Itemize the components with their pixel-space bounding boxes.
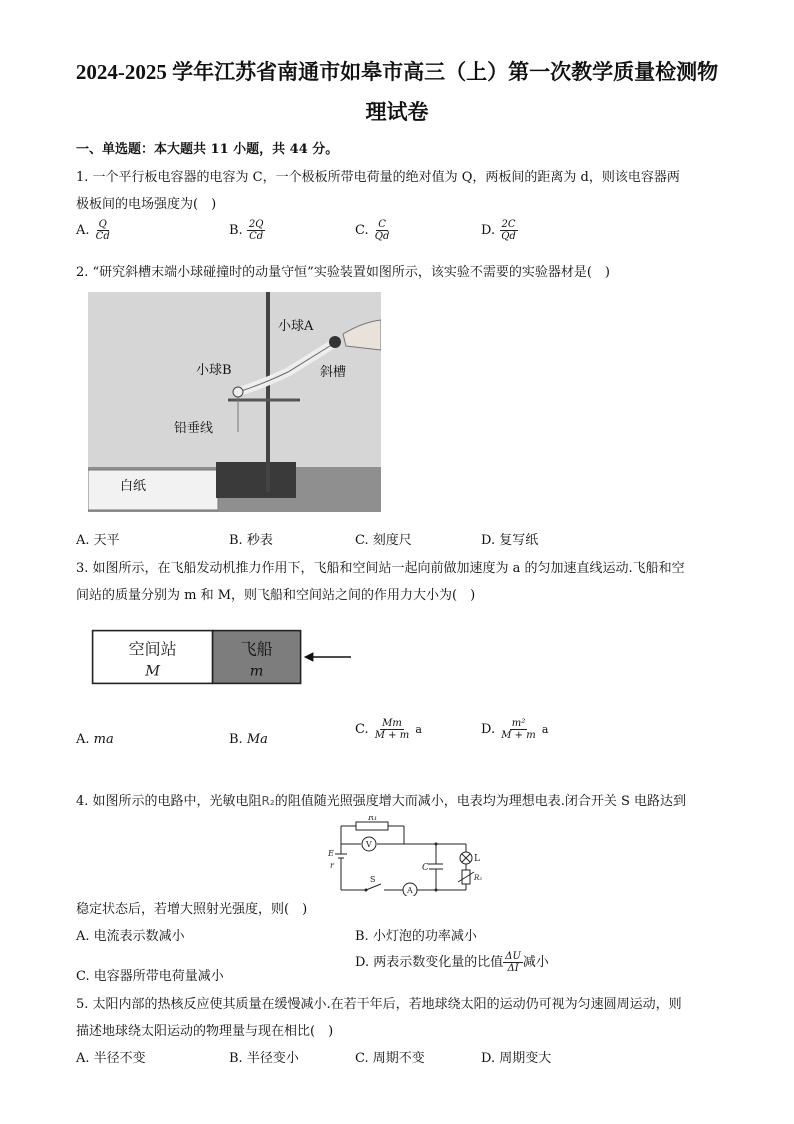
option-suffix: a (541, 723, 549, 736)
q5-stem-line1: 5. 太阳内部的热核反应使其质量在缓慢减小.在若干年后，若地球绕太阳的运动仍可视为匀速圆周运动，则 (76, 997, 682, 1012)
q1-option-a[interactable] (76, 219, 112, 242)
q4-stem-text-b: 的阻值随光照强度增大而减小，电表均为理想电表.闭合开关 S 电路达到 (274, 794, 687, 809)
denominator: M + m (374, 730, 410, 741)
label-ammeter: A (407, 886, 413, 895)
option-label: B. (229, 732, 243, 747)
spacecraft-diagram (91, 623, 355, 691)
label-emf: E (328, 849, 334, 858)
denominator: Qd (374, 231, 390, 242)
q2-option-b[interactable]: B. 秒表 (229, 533, 273, 548)
circuit-diagram (326, 816, 496, 896)
q2-stem-line1: 2. “研究斜槽末端小球碰撞时的动量守恒”实验装置如图所示，该实验不需要的实验器材是( ) (76, 265, 610, 280)
label-capacitor: C (422, 863, 429, 873)
q1-stem-line2: 极板间的电场强度为( ) (76, 197, 217, 212)
q3-stem-line2: 间站的质量分别为 m 和 M，则飞船和空间站之间的作用力大小为( ) (76, 588, 476, 603)
q4-option-a[interactable]: A. 电流表示数减小 (76, 929, 185, 944)
fraction (499, 219, 518, 242)
q4-stem-line1 (76, 790, 686, 809)
q4-stem-text-a: 4. 如图所示的电路中，光敏电阻 (76, 794, 262, 809)
label-switch: S (370, 875, 376, 884)
option-label: A. (76, 732, 90, 747)
exam-title-line1: 2024-2025 学年江苏省南通市如皋市高三（上）第一次教学质量检测物 (75, 60, 719, 84)
label-internal-resistance: r (330, 861, 334, 870)
q5-option-a[interactable]: A. 半径不变 (76, 1051, 146, 1066)
option-label: B. (229, 223, 243, 238)
label-space-station: 空间站 (128, 639, 177, 659)
q1-stem-line1: 1. 一个平行板电容器的电容为 C，一个极板所带电荷量的绝对值为 Q，两板间的距离为 d，则该电容器两 (76, 170, 680, 185)
option-text: Ma (246, 732, 268, 747)
label-spaceship: 飞船 (240, 639, 273, 659)
q4-stem-r2: R₂ (261, 794, 275, 808)
q4-option-c[interactable]: C. 电容器所带电荷量减小 (76, 969, 224, 984)
option-suffix: a (415, 723, 422, 736)
denominator: Qd (501, 231, 516, 242)
label-ball-b: 小球B (196, 363, 232, 378)
collision-experiment-photo (88, 292, 381, 512)
q5-option-c[interactable]: C. 周期不变 (355, 1051, 425, 1066)
q4-option-b[interactable]: B. 小灯泡的功率减小 (355, 929, 477, 944)
label-lamp: L (474, 854, 480, 864)
q5-option-b[interactable]: B. 半径变小 (229, 1051, 299, 1066)
fraction (373, 718, 411, 741)
label-ship-mass: m (249, 663, 264, 680)
exam-title-line2: 理试卷 (365, 100, 429, 124)
q2-option-a[interactable]: A. 天平 (76, 533, 120, 548)
option-text: D. 两表示数变化量的比值 (355, 955, 504, 970)
option-label: C. (355, 722, 369, 737)
label-ball-a: 小球A (278, 319, 314, 334)
q5-stem-line2: 描述地球绕太阳运动的物理量与现在相比( ) (76, 1024, 334, 1039)
numerator: Q (98, 219, 107, 230)
label-plumb-line: 铅垂线 (174, 421, 214, 436)
q2-option-c[interactable]: C. 刻度尺 (355, 533, 412, 548)
q3-stem-line1: 3. 如图所示，在飞船发动机推力作用下，飞船和空间站一起向前做加速度为 a 的匀加速直线运动.飞船和空 (76, 561, 685, 576)
option-label: D. (481, 223, 496, 238)
section-heading: 一、单选题：本大题共 11 小题，共 44 分。 (76, 142, 339, 157)
q2-option-d[interactable]: D. 复写纸 (481, 533, 539, 548)
numerator: ΔU (505, 951, 521, 962)
q3-option-c[interactable] (355, 718, 422, 741)
label-voltmeter: V (366, 840, 372, 849)
q1-option-d[interactable] (481, 219, 518, 242)
label-r1: R₁ (368, 816, 378, 822)
option-label: C. (355, 223, 369, 238)
fraction (373, 219, 392, 242)
label-r2: R₂ (474, 874, 483, 882)
q3-option-b[interactable] (229, 732, 268, 747)
fraction (503, 951, 523, 974)
denominator: Cd (95, 231, 110, 242)
q1-option-b[interactable] (229, 219, 265, 242)
q4-stem-line2: 稳定状态后，若增大照射光强度，则( ) (76, 902, 308, 917)
q5-option-d[interactable]: D. 周期变大 (481, 1051, 552, 1066)
fraction (247, 219, 266, 242)
numerator: Mm (382, 718, 402, 729)
q4-option-d[interactable] (355, 951, 549, 974)
q3-option-a[interactable] (76, 732, 114, 747)
numerator: 2Q (248, 219, 264, 230)
option-label: D. (481, 722, 496, 737)
denominator: Cd (249, 231, 264, 242)
label-white-paper: 白纸 (120, 479, 147, 494)
numerator: 2C (501, 219, 516, 230)
numerator: m² (511, 718, 526, 729)
option-label: A. (76, 223, 90, 238)
q3-option-d[interactable] (481, 718, 548, 741)
denominator: ΔI (507, 963, 519, 974)
denominator: M + m (501, 730, 536, 741)
label-chute: 斜槽 (320, 365, 347, 380)
option-text-end: 减小 (522, 955, 549, 970)
fraction (94, 219, 112, 242)
q1-option-c[interactable] (355, 219, 391, 242)
label-station-mass: M (145, 663, 160, 680)
option-text: ma (93, 732, 114, 747)
fraction (499, 718, 537, 741)
numerator: C (378, 219, 386, 230)
